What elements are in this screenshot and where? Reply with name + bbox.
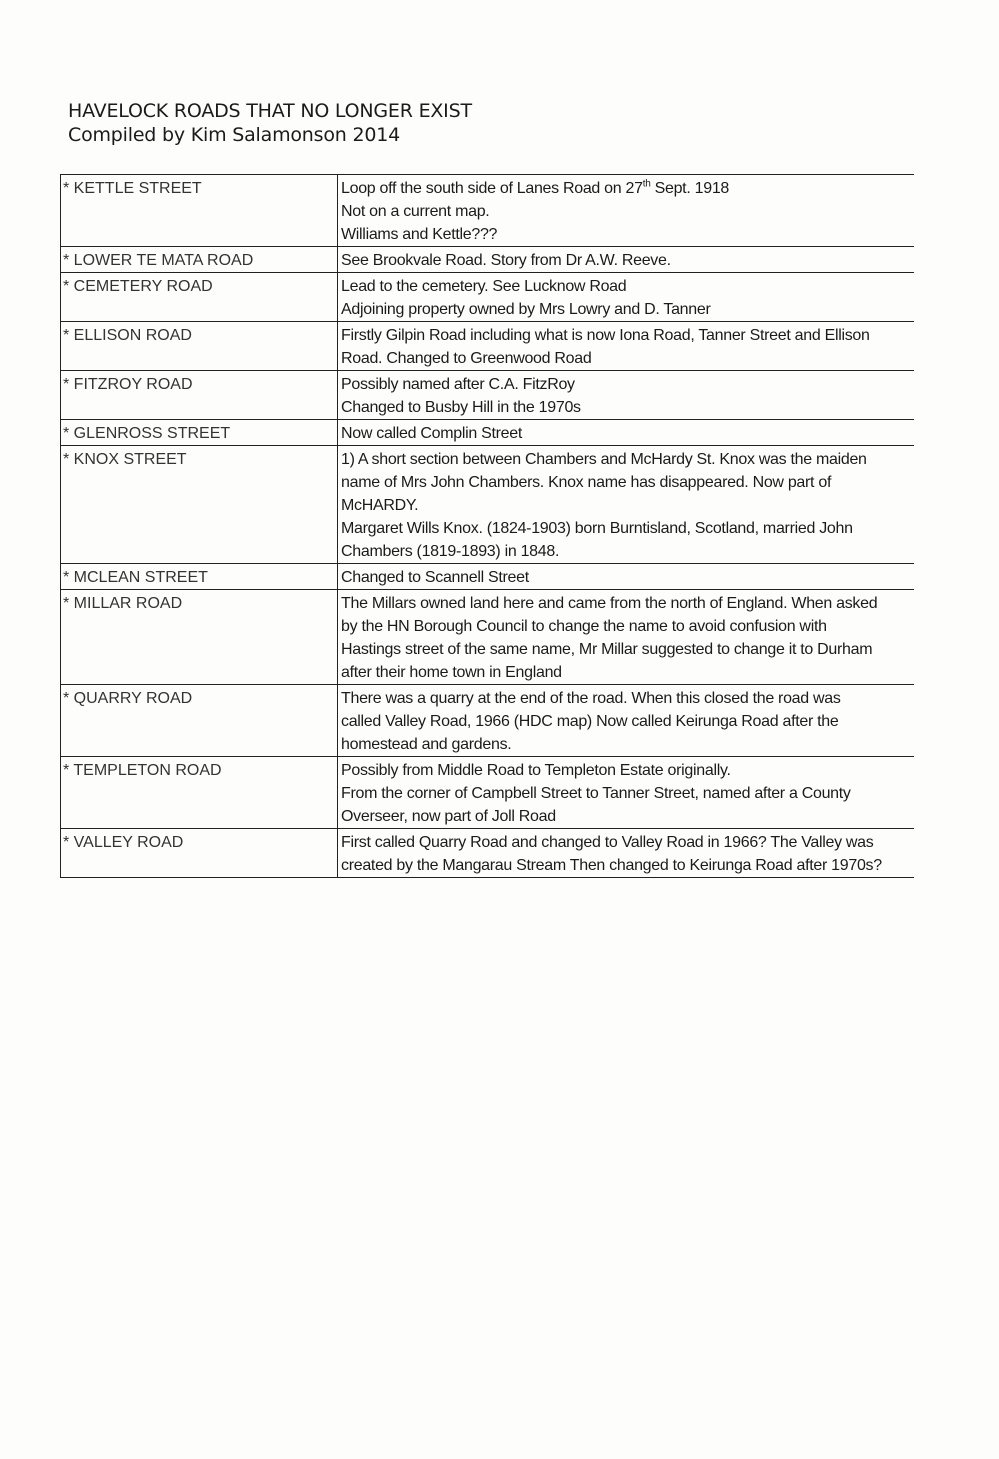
description-line: 1) A short section between Chambers and McHardy St. Knox was the maiden [341, 451, 867, 468]
description-line-text: Loop off the south side of Lanes Road on 27 [341, 180, 643, 197]
document-title: HAVELOCK ROADS THAT NO LONGER EXIST [68, 100, 472, 122]
road-name-cell: * ELLISON ROAD [61, 322, 338, 371]
table-row [61, 685, 915, 757]
table-row [61, 247, 915, 273]
description-line: McHARDY. [341, 497, 419, 514]
road-description-cell [338, 322, 915, 371]
description-line: Hastings street of the same name, Mr Millar suggested to change it to Durham [341, 641, 873, 658]
road-description-cell [338, 446, 915, 564]
road-name-cell: * KETTLE STREET [61, 175, 338, 247]
table-row [61, 829, 915, 878]
description-line: created by the Mangarau Stream Then changed to Keirunga Road after 1970s? [341, 857, 882, 874]
road-description-cell [338, 175, 915, 247]
road-name-cell: * KNOX STREET [61, 446, 338, 564]
description-line: The Millars owned land here and came from the north of England. When asked [341, 595, 878, 612]
description-line: First called Quarry Road and changed to Valley Road in 1966? The Valley was [341, 834, 874, 851]
road-description-cell [338, 757, 915, 829]
document-heading [68, 100, 472, 148]
roads-table-body [61, 175, 915, 878]
description-line: Adjoining property owned by Mrs Lowry and D. Tanner [341, 301, 711, 318]
table-row [61, 757, 915, 829]
road-description-cell [338, 590, 915, 685]
road-description-cell [338, 420, 915, 446]
table-row [61, 371, 915, 420]
road-description-cell [338, 829, 915, 878]
description-line: by the HN Borough Council to change the name to avoid confusion with [341, 618, 827, 635]
description-line: Changed to Scannell Street [341, 569, 529, 586]
description-line-tail: Sept. 1918 [650, 180, 730, 197]
table-row [61, 420, 915, 446]
table-row [61, 564, 915, 590]
description-line: From the corner of Campbell Street to Tanner Street, named after a County [341, 785, 851, 802]
document-subtitle: Compiled by Kim Salamonson 2014 [68, 123, 400, 146]
description-line: Lead to the cemetery. See Lucknow Road [341, 278, 627, 295]
road-description-cell [338, 371, 915, 420]
description-line: Now called Complin Street [341, 425, 523, 442]
date-superscript: th [642, 178, 651, 190]
description-line: See Brookvale Road. Story from Dr A.W. Reeve. [341, 252, 671, 269]
road-name-cell: * MILLAR ROAD [61, 590, 338, 685]
table-row [61, 590, 915, 685]
description-line: Changed to Busby Hill in the 1970s [341, 399, 581, 416]
description-line: Margaret Wills Knox. (1824-1903) born Burntisland, Scotland, married John [341, 520, 853, 537]
road-name-cell: * FITZROY ROAD [61, 371, 338, 420]
road-description-cell [338, 685, 915, 757]
table-row [61, 446, 915, 564]
description-line: Not on a current map. [341, 203, 490, 220]
description-line: after their home town in England [341, 664, 562, 681]
description-line: called Valley Road, 1966 (HDC map) Now called Keirunga Road after the [341, 713, 839, 730]
road-description-cell [338, 564, 915, 590]
description-line: Road. Changed to Greenwood Road [341, 350, 592, 367]
road-description-cell [338, 273, 915, 322]
description-line: Firstly Gilpin Road including what is now Iona Road, Tanner Street and Ellison [341, 327, 870, 344]
description-line: Possibly named after C.A. FitzRoy [341, 376, 575, 393]
description-line: Chambers (1819-1893) in 1848. [341, 543, 560, 560]
table-row [61, 273, 915, 322]
table-row [61, 322, 915, 371]
road-description-cell [338, 247, 915, 273]
road-name-cell: * LOWER TE MATA ROAD [61, 247, 338, 273]
description-line: Possibly from Middle Road to Templeton Estate originally. [341, 762, 731, 779]
roads-table [60, 174, 914, 878]
road-name-cell: * QUARRY ROAD [61, 685, 338, 757]
description-line: homestead and gardens. [341, 736, 512, 753]
road-name-cell: * CEMETERY ROAD [61, 273, 338, 322]
description-line: There was a quarry at the end of the road. When this closed the road was [341, 690, 841, 707]
road-name-cell: * TEMPLETON ROAD [61, 757, 338, 829]
description-line: Williams and Kettle??? [341, 226, 498, 243]
road-name-cell: * GLENROSS STREET [61, 420, 338, 446]
road-name-cell: * MCLEAN STREET [61, 564, 338, 590]
table-row [61, 175, 915, 247]
description-line: name of Mrs John Chambers. Knox name has disappeared. Now part of [341, 474, 832, 491]
description-line: Overseer, now part of Joll Road [341, 808, 556, 825]
description-line [341, 177, 912, 200]
road-name-cell: * VALLEY ROAD [61, 829, 338, 878]
